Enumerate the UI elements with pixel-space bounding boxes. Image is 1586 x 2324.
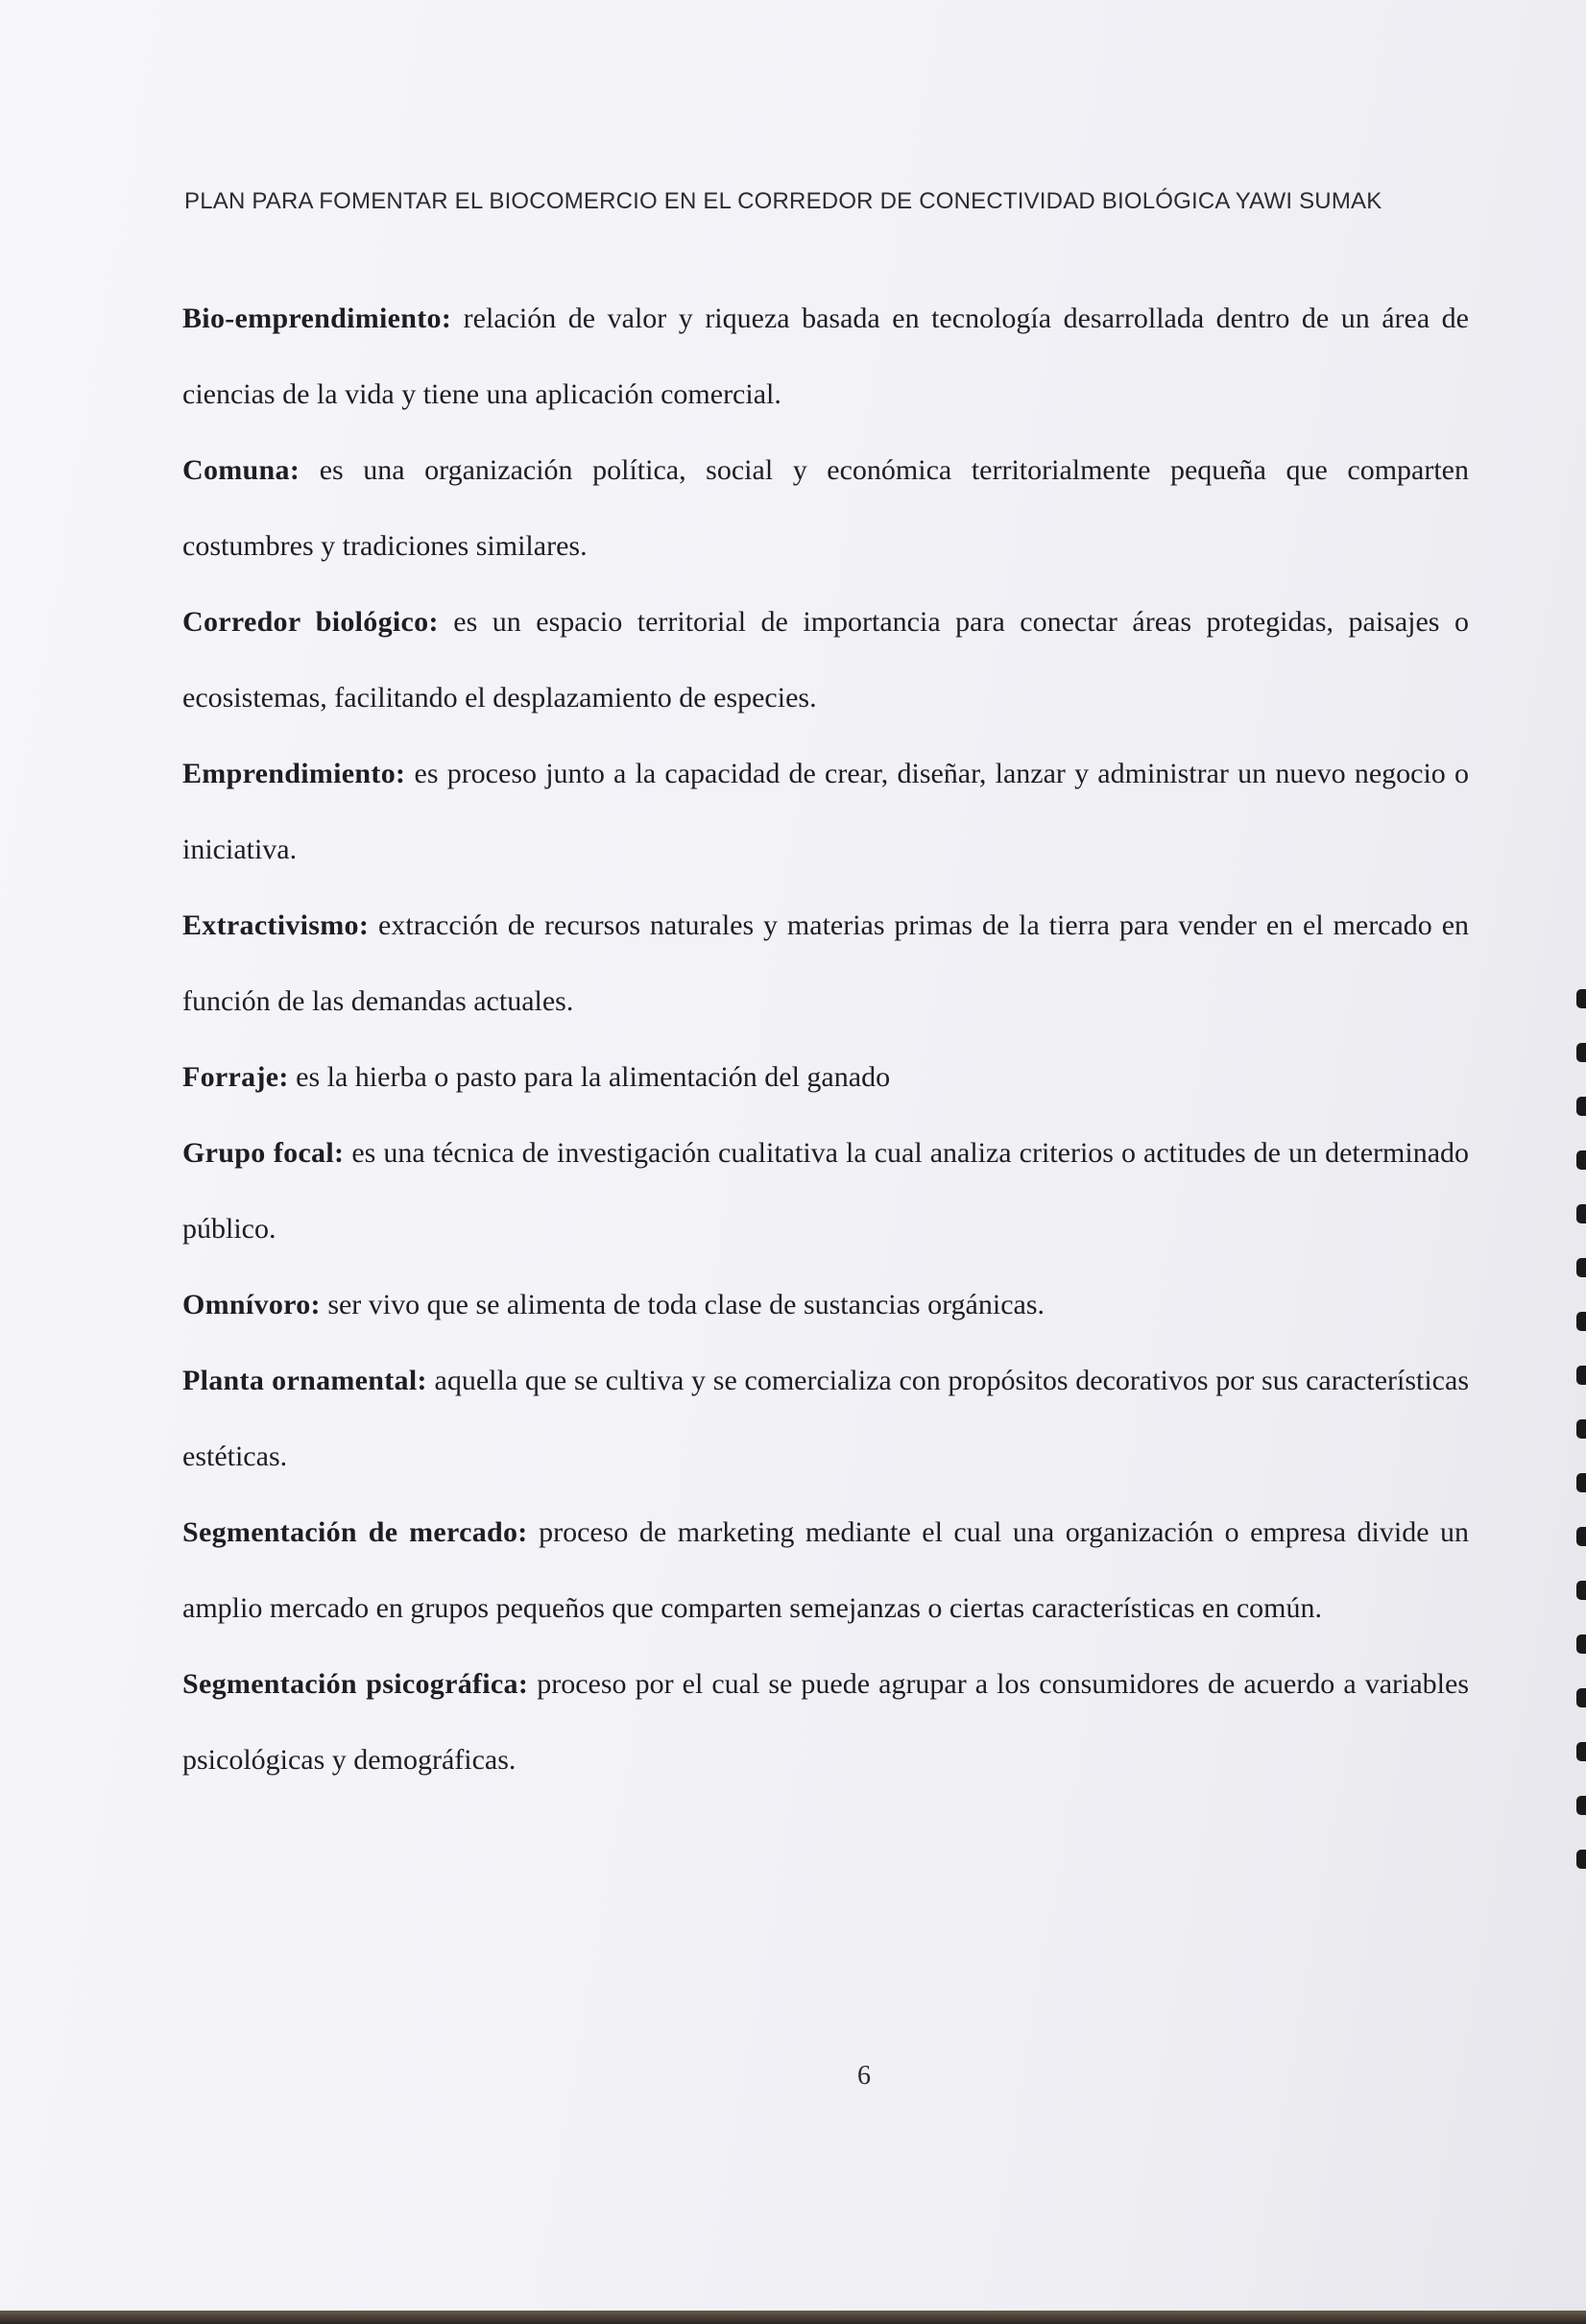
glossary-entry-omnivoro — [182, 1267, 1469, 1343]
glossary-entry-forraje — [182, 1039, 1469, 1115]
page-number: 6 — [857, 2061, 871, 2091]
spiral-ring — [1576, 1097, 1586, 1116]
spiral-ring — [1576, 1419, 1586, 1439]
glossary-term: Corredor biológico: — [182, 606, 439, 638]
glossary-entry-corredor-biologico — [182, 584, 1469, 736]
glossary-entry-segmentacion-de-mercado — [182, 1494, 1469, 1646]
spiral-ring — [1576, 989, 1586, 1008]
glossary-definition: es proceso junto a la capacidad de crear, diseñar, lanzar y administrar un nuevo negocio o iniciativa. — [182, 758, 1470, 865]
glossary-term: Extractivismo: — [182, 909, 370, 941]
glossary-definition: relación de valor y riqueza basada en tecnología desarrollada dentro de un área de ciencias de la vida y tiene una aplicación comercial. — [182, 303, 1469, 410]
glossary-definition: es una técnica de investigación cualitativa la cual analiza criterios o actitudes de un determinado público. — [182, 1137, 1470, 1245]
spiral-binding — [1573, 989, 1586, 1911]
spiral-ring — [1576, 1688, 1586, 1707]
spiral-ring — [1576, 1581, 1586, 1600]
running-header: PLAN PARA FOMENTAR EL BIOCOMERCIO EN EL CORREDOR DE CONECTIVIDAD BIOLÓGICA YAWI SUMAK — [184, 188, 1382, 214]
glossary-definition: aquella que se cultiva y se comercializa con propósitos decorativos por sus características estéticas. — [182, 1365, 1469, 1472]
glossary-entry-emprendimiento — [182, 736, 1469, 887]
glossary-definition: es un espacio territorial de importancia para conectar áreas protegidas, paisajes o ecosistemas, facilitando el desplazamiento de especies. — [182, 606, 1469, 714]
spiral-ring — [1576, 1796, 1586, 1815]
glossary-definition: proceso por el cual se puede agrupar a los consumidores de acuerdo a variables psicológicas y demográficas. — [182, 1668, 1470, 1776]
spiral-ring — [1576, 1634, 1586, 1654]
spiral-ring — [1576, 1150, 1586, 1170]
glossary-list — [182, 280, 1469, 1798]
spiral-ring — [1576, 1527, 1586, 1546]
page-bottom-edge — [0, 2311, 1586, 2324]
glossary-term: Forraje: — [182, 1061, 289, 1093]
glossary-term: Segmentación de mercado: — [182, 1516, 528, 1548]
glossary-term: Emprendimiento: — [182, 758, 406, 789]
glossary-entry-planta-ornamental — [182, 1343, 1469, 1494]
glossary-definition: ser vivo que se alimenta de toda clase de sustancias orgánicas. — [327, 1289, 1045, 1320]
spiral-ring — [1576, 1204, 1586, 1223]
spiral-ring — [1576, 1742, 1586, 1761]
glossary-term: Planta ornamental: — [182, 1365, 427, 1396]
glossary-term: Bio-emprendimiento: — [182, 303, 452, 334]
glossary-entry-bio-emprendimiento — [182, 280, 1469, 432]
spiral-ring — [1576, 1312, 1586, 1331]
glossary-entry-grupo-focal — [182, 1115, 1469, 1267]
glossary-entry-comuna — [182, 432, 1469, 584]
glossary-definition: extracción de recursos naturales y materias primas de la tierra para vender en el mercado en función de las demandas actuales. — [182, 909, 1470, 1017]
glossary-entry-segmentacion-psicografica — [182, 1646, 1469, 1798]
glossary-definition: proceso de marketing mediante el cual una organización o empresa divide un amplio mercado en grupos pequeños que comparten semejanzas o ciertas características en común. — [182, 1516, 1470, 1624]
spiral-ring — [1576, 1366, 1586, 1385]
glossary-term: Grupo focal: — [182, 1137, 345, 1169]
glossary-definition: es una organización política, social y económica territorialmente pequeña que comparten costumbres y tradiciones similares. — [182, 454, 1469, 562]
spiral-ring — [1576, 1850, 1586, 1869]
glossary-term: Omnívoro: — [182, 1289, 321, 1320]
glossary-entry-extractivismo — [182, 887, 1469, 1039]
spiral-ring — [1576, 1043, 1586, 1062]
spiral-ring — [1576, 1258, 1586, 1277]
spiral-ring — [1576, 1473, 1586, 1492]
glossary-definition: es la hierba o pasto para la alimentación del ganado — [296, 1061, 891, 1093]
glossary-term: Segmentación psicográfica: — [182, 1668, 529, 1700]
glossary-term: Comuna: — [182, 454, 300, 486]
